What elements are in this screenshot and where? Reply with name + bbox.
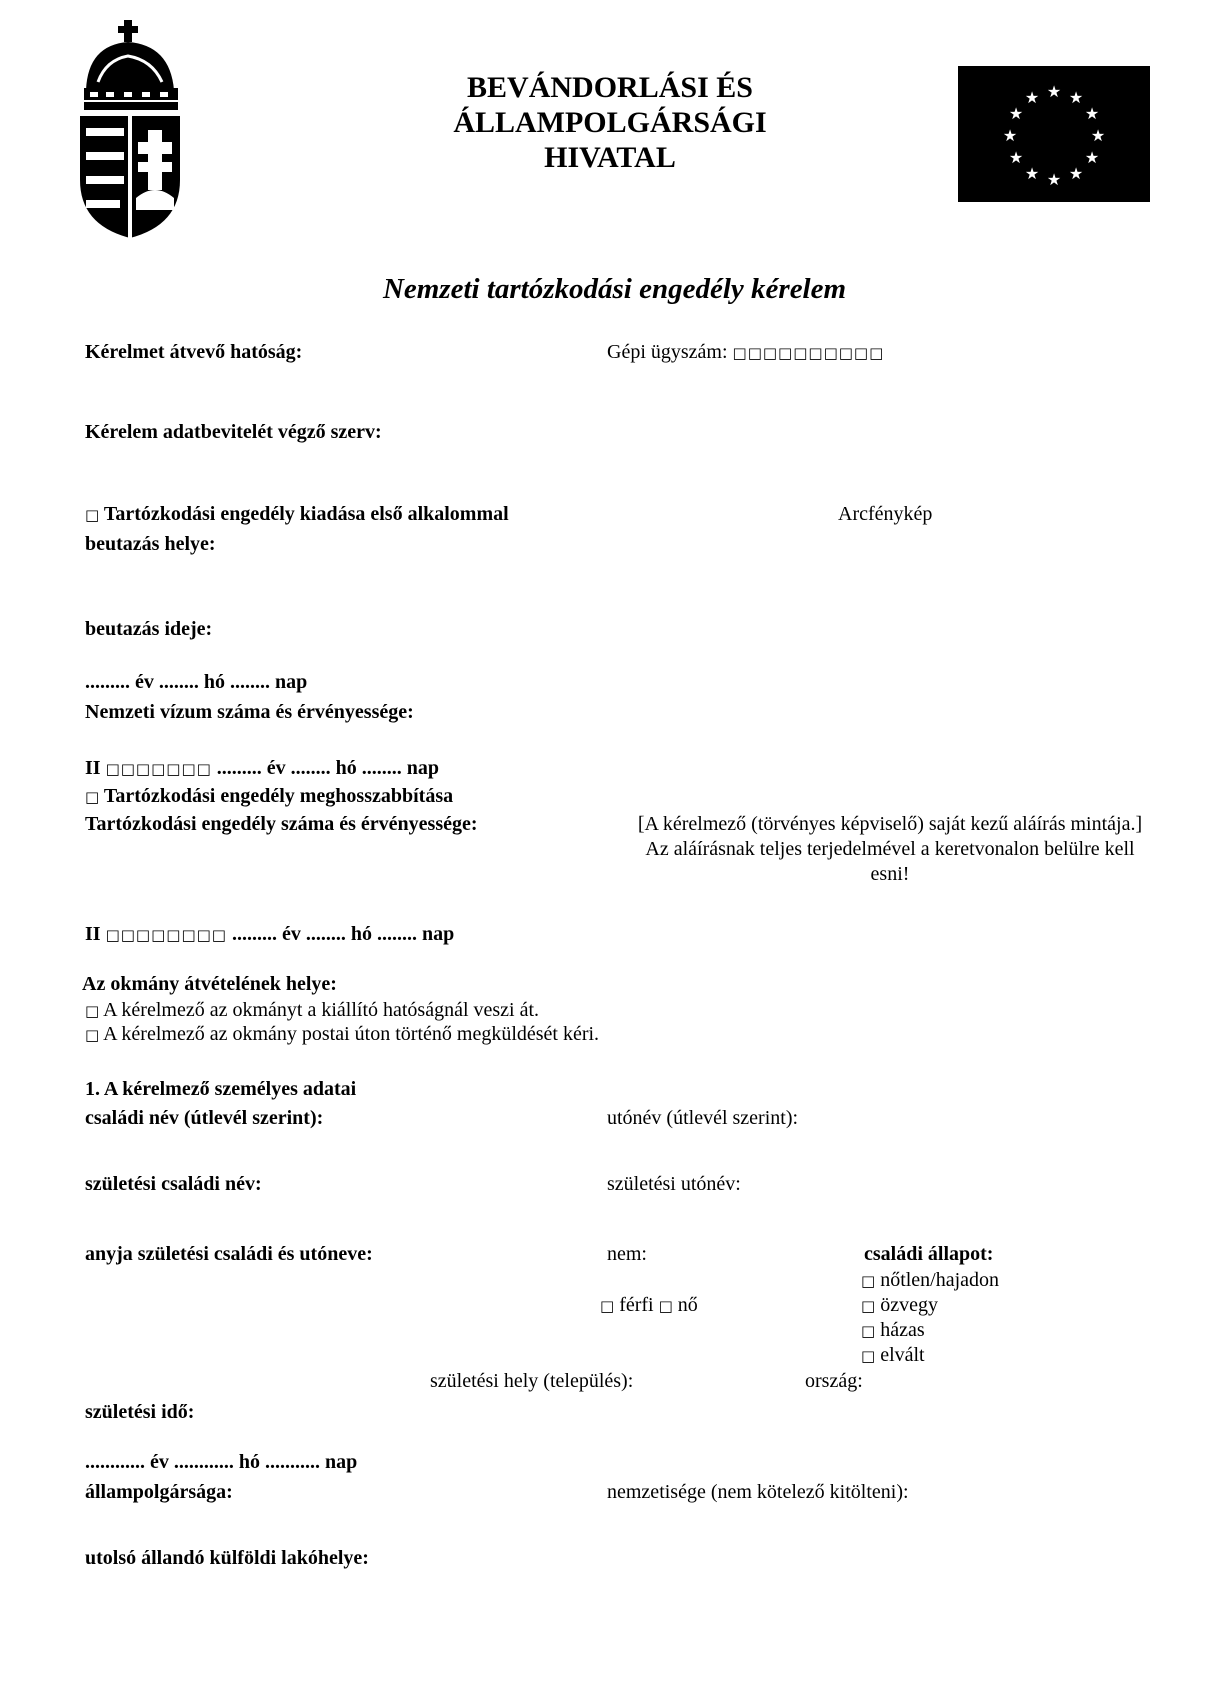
- visa-label: Nemzeti vízum száma és érvényessége:: [85, 701, 414, 723]
- svg-text:★: ★: [1008, 148, 1024, 167]
- svg-text:★: ★: [1002, 126, 1018, 145]
- svg-text:★: ★: [1084, 104, 1100, 123]
- pickup-option-2-label: A kérelmező az okmány postai úton történő megküldését kéri.: [103, 1023, 600, 1045]
- marital-option-divorced: [861, 1343, 925, 1367]
- extension-option: [85, 784, 453, 808]
- country-label: ország:: [805, 1370, 863, 1392]
- case-number-label: Gépi ügyszám:: [607, 341, 728, 363]
- marital-option-label: házas: [880, 1319, 925, 1341]
- birth-given-name-label: születési utónév:: [607, 1173, 741, 1195]
- citizenship-label: állampolgársága:: [85, 1481, 233, 1503]
- svg-text:★: ★: [1090, 126, 1106, 145]
- pickup-option-2: [85, 1022, 599, 1046]
- visa-number: [85, 756, 439, 780]
- female-label: nő: [677, 1294, 698, 1316]
- male-label: férfi: [619, 1294, 654, 1316]
- pickup-checkbox-2[interactable]: □: [85, 1026, 100, 1044]
- birth-date-line[interactable]: ............ év ............ hó ........... nap: [85, 1451, 358, 1473]
- signature-instructions: [A kérelmező (törvényes képviselő) saját kezű aláírás mintája.] Az aláírásnak teljes terjedelmével a keretvonalon belülre kell esni!: [637, 813, 1143, 885]
- entry-time-label: beutazás ideje:: [85, 618, 213, 640]
- marital-option-label: elvált: [880, 1344, 925, 1366]
- marital-option-single: [861, 1268, 999, 1292]
- birth-date-label: születési idő:: [85, 1401, 195, 1423]
- female-checkbox[interactable]: □: [658, 1297, 673, 1315]
- marital-checkbox[interactable]: □: [861, 1322, 876, 1340]
- pickup-checkbox-1[interactable]: □: [85, 1002, 100, 1020]
- last-residence-label: utolsó állandó külföldi lakóhelye:: [85, 1547, 369, 1569]
- family-name-label: családi név (útlevél szerint):: [85, 1107, 324, 1129]
- pickup-option-1: [85, 998, 539, 1022]
- svg-text:★: ★: [1046, 170, 1062, 189]
- entry-place-label: beutazás helye:: [85, 533, 216, 555]
- agency-name: [360, 70, 860, 175]
- svg-text:★: ★: [1068, 88, 1084, 107]
- nationality-label: nemzetisége (nem kötelező kitölteni):: [607, 1481, 909, 1503]
- coat-of-arms-icon: [76, 20, 184, 240]
- mother-name-label: anyja születési családi és utóneve:: [85, 1243, 373, 1265]
- form-title: Nemzeti tartózkodási engedély kérelem: [382, 273, 847, 305]
- marital-option-label: özvegy: [880, 1294, 938, 1316]
- receiving-authority-label: Kérelmet átvevő hatóság:: [85, 341, 303, 363]
- marital-option-label: nőtlen/hajadon: [880, 1269, 1000, 1291]
- marital-option-widowed: [861, 1293, 938, 1317]
- marital-checkbox[interactable]: □: [861, 1272, 876, 1290]
- svg-text:★: ★: [1068, 164, 1084, 183]
- first-issue-checkbox[interactable]: □: [85, 506, 100, 524]
- permit-number: [85, 922, 454, 946]
- agency-line-2: ÁLLAMPOLGÁRSÁGI: [453, 106, 767, 139]
- agency-line-1: BEVÁNDORLÁSI ÉS: [467, 71, 753, 104]
- marital-option-married: [861, 1318, 925, 1342]
- case-number-boxes[interactable]: □□□□□□□□□□: [732, 344, 885, 362]
- permit-label: Tartózkodási engedély száma és érvényessége:: [85, 813, 478, 835]
- extension-label: Tartózkodási engedély meghosszabbítása: [103, 785, 454, 807]
- birth-family-name-label: születési családi név:: [85, 1173, 262, 1195]
- marital-checkbox[interactable]: □: [861, 1347, 876, 1365]
- pickup-label: Az okmány átvételének helye:: [82, 973, 337, 995]
- visa-date[interactable]: ......... év ........ hó ........ nap: [216, 757, 440, 779]
- marital-status-label: családi állapot:: [864, 1243, 994, 1265]
- marital-checkbox[interactable]: □: [861, 1297, 876, 1315]
- data-entry-label: Kérelem adatbevitelét végző szerv:: [85, 421, 382, 443]
- given-name-label: utónév (útlevél szerint):: [607, 1107, 799, 1129]
- svg-text:★: ★: [1046, 82, 1062, 101]
- eu-flag-icon: [958, 66, 1150, 202]
- sex-options: [600, 1293, 698, 1317]
- male-checkbox[interactable]: □: [600, 1297, 615, 1315]
- permit-date[interactable]: ......... év ........ hó ........ nap: [231, 923, 455, 945]
- visa-prefix: II: [85, 757, 101, 779]
- pickup-option-1-label: A kérelmező az okmányt a kiállító hatóságnál veszi át.: [103, 999, 540, 1021]
- entry-date-line[interactable]: ......... év ........ hó ........ nap: [85, 671, 308, 693]
- case-number: [607, 340, 884, 364]
- svg-text:★: ★: [1084, 148, 1100, 167]
- permit-prefix: II: [85, 923, 101, 945]
- svg-text:★: ★: [1024, 164, 1040, 183]
- first-issue-option: [85, 502, 509, 526]
- first-issue-label: Tartózkodási engedély kiadása első alkalommal: [103, 503, 509, 525]
- birth-place-label: születési hely (település):: [430, 1370, 634, 1392]
- sex-label: nem:: [607, 1243, 647, 1265]
- svg-text:★: ★: [1024, 88, 1040, 107]
- agency-line-3: HIVATAL: [544, 141, 676, 174]
- visa-boxes[interactable]: □□□□□□□: [105, 760, 212, 778]
- permit-boxes[interactable]: □□□□□□□□: [105, 926, 227, 944]
- extension-checkbox[interactable]: □: [85, 788, 100, 806]
- section-1-title: 1. A kérelmező személyes adatai: [85, 1078, 357, 1100]
- svg-text:★: ★: [1008, 104, 1024, 123]
- photo-label: Arcfénykép: [838, 503, 933, 525]
